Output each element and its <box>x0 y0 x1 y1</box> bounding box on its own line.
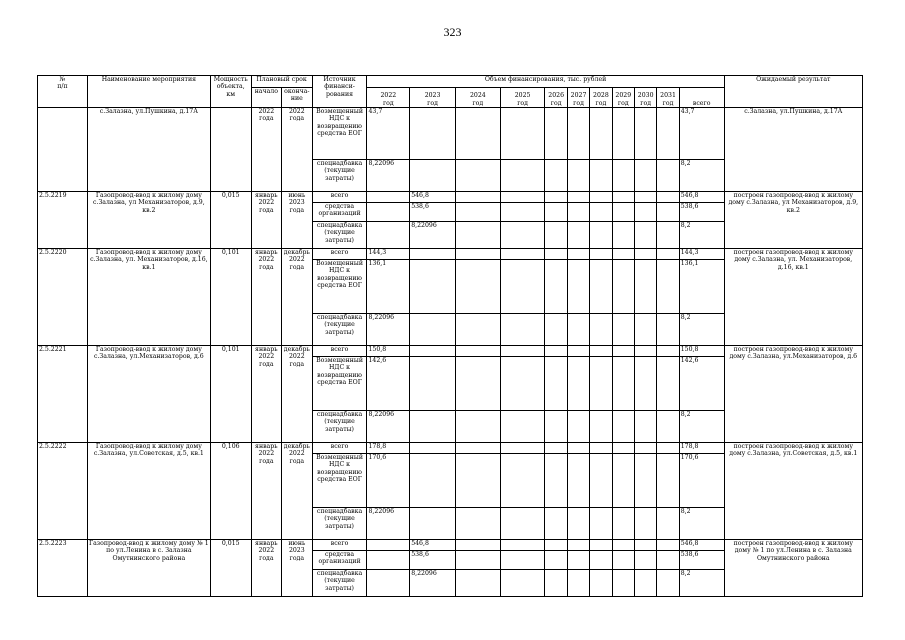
total-cell: 43,7 <box>679 108 724 160</box>
event-name-cell: Газопровод-ввод к жилому дому № 1 по ул.Ленина в с. Залазна Омутнинского района <box>87 540 210 597</box>
value-cell <box>545 203 567 222</box>
value-cell <box>410 249 456 260</box>
total-cell: 538,6 <box>679 203 724 222</box>
value-cell <box>500 108 545 160</box>
value-cell <box>455 540 500 551</box>
event-name-cell: Газопровод-ввод к жилому дому с.Залазна, ул Механизаторов, д.9, кв.2 <box>87 192 210 249</box>
value-cell: 170,6 <box>367 454 410 508</box>
value-cell <box>410 508 456 540</box>
source-cell: Возмещенный НДС к возвращению средства ЕОГ <box>312 260 367 314</box>
source-cell: Возмещенный НДС к возвращению средства ЕОГ <box>312 108 367 160</box>
value-cell <box>634 551 656 570</box>
total-cell: 538,6 <box>679 551 724 570</box>
value-cell <box>612 570 634 597</box>
source-cell: средства организаций <box>312 203 367 222</box>
value-cell <box>634 570 656 597</box>
total-cell: 8,2 <box>679 411 724 443</box>
value-cell <box>612 222 634 249</box>
value-cell <box>590 222 612 249</box>
value-cell <box>634 508 656 540</box>
value-cell <box>634 357 656 411</box>
value-cell <box>612 314 634 346</box>
value-cell <box>590 314 612 346</box>
value-cell: 8,22096 <box>367 411 410 443</box>
value-cell <box>634 454 656 508</box>
value-cell <box>500 314 545 346</box>
header-start: начало <box>251 88 282 108</box>
value-cell <box>410 108 456 160</box>
total-cell: 178,8 <box>679 443 724 454</box>
value-cell <box>657 540 679 551</box>
value-cell <box>500 346 545 357</box>
end-cell: июнь 2023 года <box>282 540 313 597</box>
value-cell <box>455 249 500 260</box>
value-cell <box>500 160 545 192</box>
value-cell <box>634 249 656 260</box>
value-cell <box>612 454 634 508</box>
source-cell: всего <box>312 540 367 551</box>
value-cell <box>590 346 612 357</box>
value-cell <box>567 222 589 249</box>
header-num: № п/п <box>38 76 88 108</box>
end-cell: июнь 2023 года <box>282 192 313 249</box>
source-cell: Возмещенный НДС к возвращению средства ЕОГ <box>312 357 367 411</box>
value-cell <box>612 346 634 357</box>
end-cell: 2022 года <box>282 108 313 192</box>
end-cell: декабрь 2022 года <box>282 443 313 540</box>
value-cell <box>367 570 410 597</box>
value-cell <box>545 454 567 508</box>
value-cell <box>612 249 634 260</box>
value-cell <box>657 192 679 203</box>
value-cell <box>657 570 679 597</box>
value-cell <box>367 203 410 222</box>
value-cell <box>612 160 634 192</box>
row-number-cell: 2.5.2221 <box>38 346 88 443</box>
value-cell: 538,6 <box>410 551 456 570</box>
value-cell <box>545 540 567 551</box>
value-cell <box>657 203 679 222</box>
value-cell <box>500 203 545 222</box>
value-cell <box>500 260 545 314</box>
value-cell: 8,22096 <box>367 160 410 192</box>
value-cell <box>567 357 589 411</box>
value-cell: 142,6 <box>367 357 410 411</box>
value-cell <box>567 260 589 314</box>
value-cell <box>657 357 679 411</box>
total-cell: 546,8 <box>679 192 724 203</box>
value-cell <box>612 443 634 454</box>
table-row <box>38 346 863 357</box>
value-cell <box>410 357 456 411</box>
total-cell: 546,8 <box>679 540 724 551</box>
value-cell <box>567 411 589 443</box>
value-cell: 43,7 <box>367 108 410 160</box>
value-cell <box>590 357 612 411</box>
value-cell <box>455 411 500 443</box>
value-cell <box>455 508 500 540</box>
value-cell <box>657 108 679 160</box>
value-cell <box>590 411 612 443</box>
value-cell <box>567 508 589 540</box>
total-cell: 8,2 <box>679 222 724 249</box>
value-cell <box>500 443 545 454</box>
total-cell: 8,2 <box>679 314 724 346</box>
table-row <box>38 249 863 260</box>
source-cell: всего <box>312 249 367 260</box>
header-year: 2023 год <box>410 88 456 108</box>
table-row <box>38 540 863 551</box>
value-cell: 144,3 <box>367 249 410 260</box>
value-cell <box>634 203 656 222</box>
source-cell: спецнадбавка (текущие затраты) <box>312 160 367 192</box>
value-cell <box>500 540 545 551</box>
result-cell: построен газопровод-ввод к жилому дому с.Залазна, ул.Механизаторов, д.6 <box>724 346 862 443</box>
row-number-cell <box>38 108 88 192</box>
end-cell: декабрь 2022 года <box>282 249 313 346</box>
capacity-cell: 0,101 <box>210 346 251 443</box>
value-cell <box>567 314 589 346</box>
value-cell <box>455 108 500 160</box>
value-cell <box>612 508 634 540</box>
value-cell <box>612 108 634 160</box>
source-cell: спецнадбавка (текущие затраты) <box>312 411 367 443</box>
value-cell <box>367 540 410 551</box>
capacity-cell: 0,106 <box>210 443 251 540</box>
value-cell <box>500 249 545 260</box>
value-cell <box>590 160 612 192</box>
source-cell: спецнадбавка (текущие затраты) <box>312 570 367 597</box>
start-cell: январь 2022 года <box>251 192 282 249</box>
header-year: 2025 год <box>500 88 545 108</box>
value-cell <box>455 192 500 203</box>
value-cell <box>567 551 589 570</box>
header-year: 2030 год <box>634 88 656 108</box>
value-cell: 136,1 <box>367 260 410 314</box>
total-cell: 136,1 <box>679 260 724 314</box>
value-cell <box>590 540 612 551</box>
value-cell <box>410 454 456 508</box>
header-total: всего <box>679 88 724 108</box>
value-cell <box>410 346 456 357</box>
value-cell <box>634 108 656 160</box>
value-cell <box>500 357 545 411</box>
value-cell <box>545 222 567 249</box>
value-cell <box>455 570 500 597</box>
header-year: 2027 год <box>567 88 589 108</box>
value-cell <box>612 203 634 222</box>
value-cell <box>567 443 589 454</box>
value-cell <box>634 222 656 249</box>
value-cell <box>500 508 545 540</box>
result-cell: построен газопровод-ввод к жилому дому с.Залазна, ул.Советская, д.5, кв.1 <box>724 443 862 540</box>
value-cell <box>410 160 456 192</box>
table-row <box>38 443 863 454</box>
value-cell <box>612 551 634 570</box>
page-number: 323 <box>443 25 462 39</box>
value-cell <box>545 160 567 192</box>
value-cell <box>590 192 612 203</box>
value-cell <box>410 314 456 346</box>
start-cell: январь 2022 года <box>251 346 282 443</box>
value-cell <box>657 314 679 346</box>
value-cell <box>545 443 567 454</box>
value-cell <box>634 346 656 357</box>
value-cell <box>590 108 612 160</box>
value-cell <box>657 260 679 314</box>
value-cell <box>545 249 567 260</box>
capacity-cell <box>210 108 251 192</box>
value-cell <box>590 443 612 454</box>
value-cell <box>612 357 634 411</box>
header-year: 2031 год <box>657 88 679 108</box>
total-cell: 142,6 <box>679 357 724 411</box>
value-cell <box>590 260 612 314</box>
value-cell <box>634 160 656 192</box>
value-cell <box>590 203 612 222</box>
source-cell: Возмещенный НДС к возвращению средства ЕОГ <box>312 454 367 508</box>
value-cell <box>500 192 545 203</box>
value-cell <box>612 192 634 203</box>
value-cell <box>657 160 679 192</box>
value-cell <box>612 260 634 314</box>
row-number-cell: 2.5.2219 <box>38 192 88 249</box>
total-cell: 170,6 <box>679 454 724 508</box>
header-year: 2024 год <box>455 88 500 108</box>
header-period: Плановый срок <box>251 76 312 88</box>
value-cell: 178,8 <box>367 443 410 454</box>
value-cell <box>500 411 545 443</box>
value-cell <box>410 411 456 443</box>
value-cell <box>634 540 656 551</box>
value-cell <box>567 160 589 192</box>
result-cell: построен газопровод-ввод к жилому дому № 1 по ул.Ленина в с. Залазна Омутнинского района <box>724 540 862 597</box>
start-cell: январь 2022 года <box>251 443 282 540</box>
value-cell <box>634 443 656 454</box>
value-cell <box>455 314 500 346</box>
header-year: 2022 год <box>367 88 410 108</box>
value-cell <box>567 540 589 551</box>
financing-table <box>37 75 863 597</box>
value-cell <box>455 443 500 454</box>
capacity-cell: 0,015 <box>210 192 251 249</box>
value-cell <box>657 508 679 540</box>
value-cell <box>612 540 634 551</box>
value-cell <box>657 454 679 508</box>
value-cell <box>455 222 500 249</box>
result-cell: с.Залазна, ул.Пушкина, д.17А <box>724 108 862 192</box>
value-cell <box>545 570 567 597</box>
total-cell: 8,2 <box>679 508 724 540</box>
value-cell <box>410 260 456 314</box>
value-cell <box>634 192 656 203</box>
value-cell <box>545 314 567 346</box>
source-cell: спецнадбавка (текущие затраты) <box>312 508 367 540</box>
table-row <box>38 192 863 203</box>
total-cell: 8,2 <box>679 570 724 597</box>
value-cell <box>545 346 567 357</box>
value-cell <box>545 357 567 411</box>
value-cell <box>367 192 410 203</box>
value-cell <box>455 346 500 357</box>
value-cell <box>612 411 634 443</box>
value-cell <box>567 192 589 203</box>
value-cell <box>634 411 656 443</box>
value-cell <box>657 551 679 570</box>
value-cell <box>657 249 679 260</box>
value-cell <box>500 570 545 597</box>
source-cell: всего <box>312 443 367 454</box>
header-financing: Объем финансирования, тыс. рублей <box>367 76 724 88</box>
value-cell <box>545 551 567 570</box>
total-cell: 8,2 <box>679 160 724 192</box>
source-cell: спецнадбавка (текущие затраты) <box>312 222 367 249</box>
value-cell: 150,8 <box>367 346 410 357</box>
header-result: Ожидаемый результат <box>724 76 862 108</box>
value-cell <box>657 222 679 249</box>
event-name-cell: Газопровод-ввод к жилому дому с.Залазна, ул. Механизаторов, д.16, кв.1 <box>87 249 210 346</box>
value-cell: 8,22096 <box>367 508 410 540</box>
value-cell <box>455 551 500 570</box>
value-cell <box>545 508 567 540</box>
value-cell <box>545 260 567 314</box>
value-cell <box>590 570 612 597</box>
value-cell <box>455 160 500 192</box>
result-cell: построен газопровод-ввод к жилому дому с.Залазна, ул Механизаторов, д.9, кв.2 <box>724 192 862 249</box>
header-name: Наименование мероприятия <box>87 76 210 108</box>
total-cell: 144,3 <box>679 249 724 260</box>
header-source: Источник финанси- рования <box>312 76 367 108</box>
value-cell <box>567 203 589 222</box>
header-year: 2026 год <box>545 88 567 108</box>
value-cell: 8,22096 <box>410 222 456 249</box>
value-cell <box>545 411 567 443</box>
value-cell <box>567 570 589 597</box>
row-number-cell: 2.5.2220 <box>38 249 88 346</box>
value-cell: 546,8 <box>410 540 456 551</box>
value-cell <box>367 222 410 249</box>
header-capacity: Мощность объекта, км <box>210 76 251 108</box>
value-cell <box>410 443 456 454</box>
source-cell: всего <box>312 346 367 357</box>
table-row <box>38 108 863 160</box>
value-cell <box>367 551 410 570</box>
value-cell <box>657 411 679 443</box>
value-cell <box>590 551 612 570</box>
value-cell: 538,6 <box>410 203 456 222</box>
value-cell <box>500 551 545 570</box>
end-cell: декабрь 2022 года <box>282 346 313 443</box>
value-cell <box>500 222 545 249</box>
value-cell <box>657 346 679 357</box>
value-cell <box>590 508 612 540</box>
capacity-cell: 0,015 <box>210 540 251 597</box>
row-number-cell: 2.5.2222 <box>38 443 88 540</box>
row-number-cell: 2.5.2223 <box>38 540 88 597</box>
value-cell: 8,22096 <box>410 570 456 597</box>
value-cell <box>634 260 656 314</box>
value-cell <box>455 203 500 222</box>
value-cell <box>500 454 545 508</box>
start-cell: январь 2022 года <box>251 249 282 346</box>
source-cell: средства организаций <box>312 551 367 570</box>
start-cell: 2022 года <box>251 108 282 192</box>
value-cell: 546,8 <box>410 192 456 203</box>
value-cell <box>567 249 589 260</box>
result-cell: построен газопровод-ввод к жилому дому с.Залазна, ул. Механизаторов, д.16, кв.1 <box>724 249 862 346</box>
value-cell <box>455 357 500 411</box>
start-cell: январь 2022 года <box>251 540 282 597</box>
value-cell <box>634 314 656 346</box>
value-cell <box>455 260 500 314</box>
header-year: 2028 год <box>590 88 612 108</box>
header-year: 2029 год <box>612 88 634 108</box>
value-cell <box>590 454 612 508</box>
value-cell <box>545 108 567 160</box>
value-cell: 8,22096 <box>367 314 410 346</box>
event-name-cell: с.Залазна, ул.Пушкина, д.17А <box>87 108 210 192</box>
value-cell <box>455 454 500 508</box>
event-name-cell: Газопровод-ввод к жилому дому с.Залазна, ул.Механизаторов, д.6 <box>87 346 210 443</box>
value-cell <box>567 346 589 357</box>
value-cell <box>567 108 589 160</box>
source-cell: всего <box>312 192 367 203</box>
source-cell: спецнадбавка (текущие затраты) <box>312 314 367 346</box>
value-cell <box>545 192 567 203</box>
capacity-cell: 0,101 <box>210 249 251 346</box>
value-cell <box>590 249 612 260</box>
value-cell <box>567 454 589 508</box>
value-cell <box>657 443 679 454</box>
total-cell: 150,8 <box>679 346 724 357</box>
header-end: оконча- ние <box>282 88 313 108</box>
event-name-cell: Газопровод-ввод к жилому дому с.Залазна, ул.Советская, д.5, кв.1 <box>87 443 210 540</box>
